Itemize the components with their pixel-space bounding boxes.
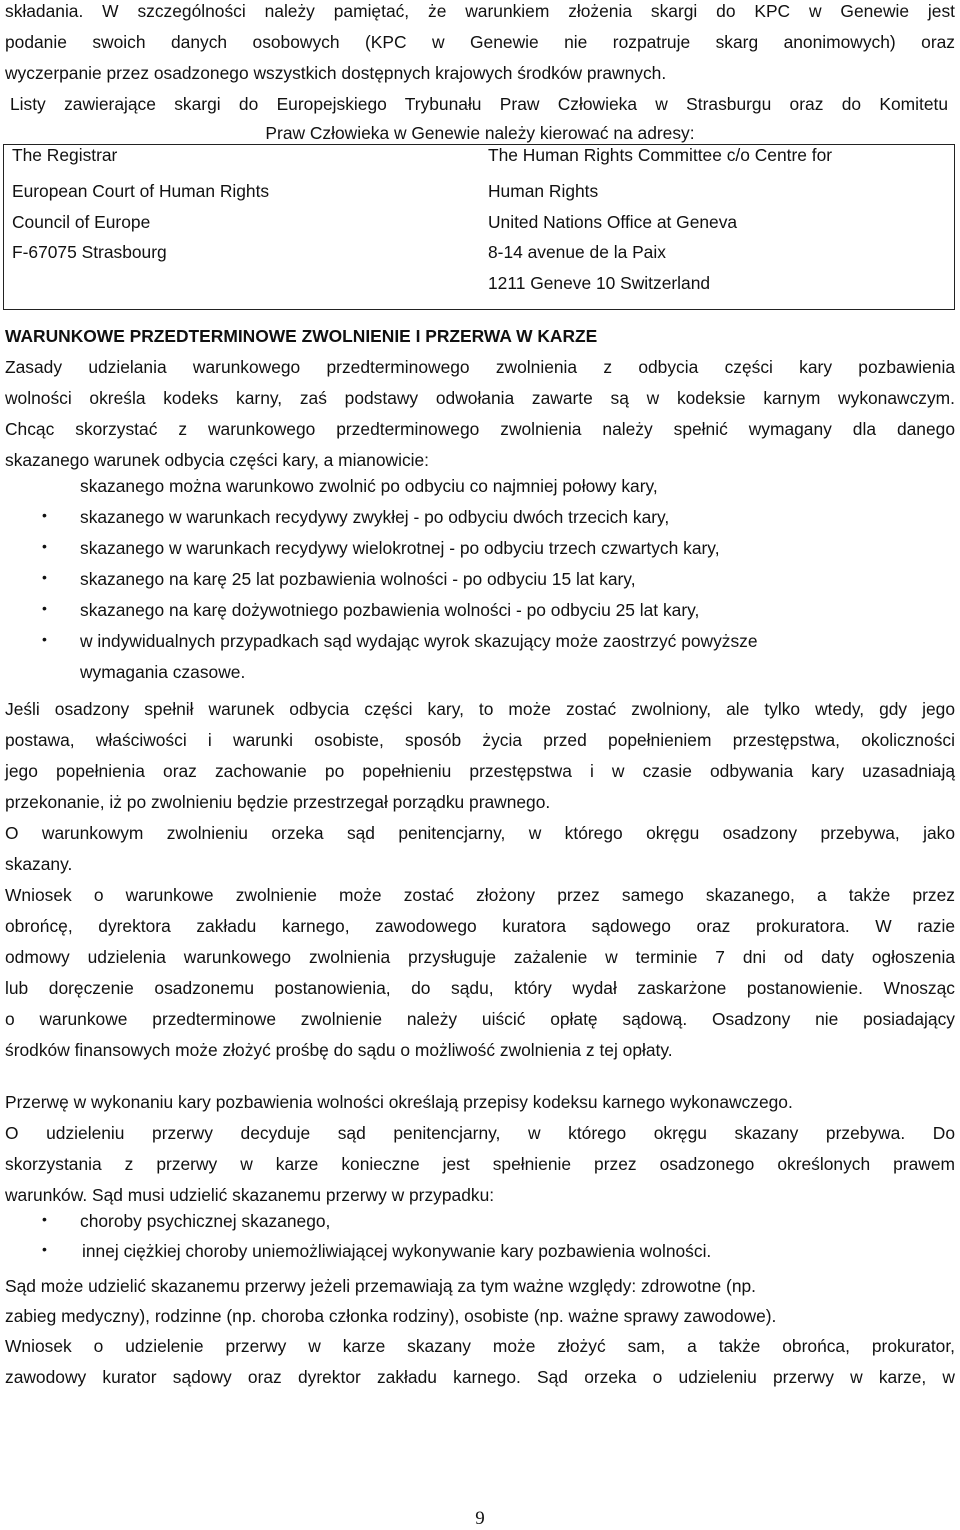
paragraph-line: środków finansowych może złożyć prośbę do sądu o możliwość zwolnienia z tej opłaty. [5, 1040, 673, 1060]
paragraph-line: O warunkowym zwolnieniu orzeka sąd penitencjarny, w którego okręgu osadzony przebywa, jako [5, 823, 955, 843]
paragraph-line: wolności określa kodeks karny, zaś podstawy odwołania zawarte są w kodeksie karnym wykonawczym. [5, 388, 955, 408]
page-number: 9 [475, 1508, 485, 1529]
paragraph-line: postawa, właściwości i warunki osobiste, sposób życia przed popełnieniem przestępstwa, okoliczności [5, 730, 955, 750]
paragraph-line: skazany. [5, 854, 73, 874]
intro-line: Listy zawierające skargi do Europejskiego Trybunału Praw Człowieka w Strasburgu oraz do Komitetu [10, 94, 948, 114]
address-line: The Human Rights Committee c/o Centre for [488, 145, 833, 165]
address-line: European Court of Human Rights [12, 181, 270, 201]
address-line: United Nations Office at Geneva [488, 212, 738, 232]
paragraph-line: Wniosek o udzielenie przerwy w karze skazany może złożyć sam, a także obrońca, prokurator, [5, 1336, 955, 1356]
list-item: skazanego w warunkach recydywy zwykłej - po odbyciu dwóch trzecich kary, [80, 507, 670, 527]
bullet-icon: • [42, 631, 47, 647]
list-item: skazanego na karę dożywotniego pozbawienia wolności - po odbyciu 25 lat kary, [80, 600, 700, 620]
paragraph-line: zabieg medyczny), rodzinne (np. choroba członka rodziny), osobiste (np. ważne sprawy zawodowe). [5, 1306, 777, 1326]
bullet-icon: • [42, 1241, 47, 1257]
list-item: innej ciężkiej choroby uniemożliwiającej wykonywanie kary pozbawienia wolności. [82, 1241, 712, 1261]
list-item: choroby psychicznej skazanego, [80, 1211, 331, 1231]
paragraph-line: Sąd może udzielić skazanemu przerwy jeżeli przemawiają za tym ważne względy: zdrowotne (np. [5, 1276, 757, 1296]
paragraph-line: Zasady udzielania warunkowego przedterminowego zwolnienia z odbycia części kary pozbawienia [5, 357, 955, 377]
paragraph-line: o warunkowe przedterminowe zwolnienie należy uiścić opłatę sądową. Osadzony nie posiadający [5, 1009, 955, 1029]
paragraph-line: Chcąc skorzystać z warunkowego przedterminowego zwolnienia należy spełnić wymagany dla danego [5, 419, 955, 439]
paragraph-line: Przerwę w wykonaniu kary pozbawienia wolności określają przepisy kodeksu karnego wykonawczego. [5, 1092, 793, 1112]
list-item: wymagania czasowe. [80, 662, 246, 682]
intro-line: wyczerpanie przez osadzonego wszystkich dostępnych krajowych środków prawnych. [5, 63, 667, 83]
bullet-icon: • [42, 600, 47, 616]
paragraph-line: Jeśli osadzony spełnił warunek odbycia części kary, to może zostać zwolniony, ale tylko wtedy, gdy jego [5, 699, 955, 719]
paragraph-line: warunków. Sąd musi udzielić skazanemu przerwy w przypadku: [5, 1185, 495, 1205]
section-heading: WARUNKOWE PRZEDTERMINOWE ZWOLNIENIE I PRZERWA W KARZE [5, 326, 598, 346]
intro-line: składania. W szczególności należy pamiętać, że warunkiem złożenia skargi do KPC w Genewie jest [5, 1, 955, 21]
paragraph-line: przekonanie, iż po zwolnieniu będzie przestrzegał porządku prawnego. [5, 792, 551, 812]
bullet-icon: • [42, 1211, 47, 1227]
address-line: Human Rights [488, 181, 599, 201]
list-item: skazanego można warunkowo zwolnić po odbyciu co najmniej połowy kary, [80, 476, 658, 496]
list-item: skazanego w warunkach recydywy wielokrotnej - po odbyciu trzech czwartych kary, [80, 538, 720, 558]
address-line: Council of Europe [12, 212, 151, 232]
paragraph-line: skorzystania z przerwy w karze konieczne jest spełnienie przez osadzonego określonych prawem [5, 1154, 955, 1174]
intro-line: Praw Człowieka w Genewie należy kierować na adresy: [265, 123, 695, 143]
paragraph-line: skazanego warunek odbycia części kary, a mianowicie: [5, 450, 430, 470]
address-line: The Registrar [12, 145, 118, 165]
address-line: 8-14 avenue de la Paix [488, 242, 666, 262]
intro-line: podanie swoich danych osobowych (KPC w Genewie nie rozpatruje skarg anonimowych) oraz [5, 32, 955, 52]
paragraph-line: zawodowy kurator sądowy oraz dyrektor zakładu karnego. Sąd orzeka o udzieleniu przerwy w karze, w [5, 1367, 955, 1387]
paragraph-line: lub doręczenie osadzonemu postanowienia, do sądu, który wydał zaskarżone postanowienie. Wnosząc [5, 978, 955, 998]
paragraph-line: odmowy udzielenia warunkowego zwolnienia przysługuje zażalenie w terminie 7 dni od daty ogłoszenia [5, 947, 955, 967]
paragraph-line: Wniosek o warunkowe zwolnienie może zostać złożony przez samego skazanego, a także przez [5, 885, 955, 905]
address-line: 1211 Geneve 10 Switzerland [488, 273, 711, 293]
address-box [3, 144, 955, 310]
bullet-icon: • [42, 538, 47, 554]
bullet-icon: • [42, 569, 47, 585]
bullet-icon: • [42, 507, 47, 523]
paragraph-line: O udzieleniu przerwy decyduje sąd penitencjarny, w którego okręgu skazany przebywa. Do [5, 1123, 955, 1143]
paragraph-line: jego popełnienia oraz zachowanie po popełnieniu przestępstwa i w czasie odbywania kary uzasadniają [5, 761, 955, 781]
paragraph-line: obrońcę, dyrektora zakładu karnego, zawodowego kuratora sądowego oraz prokuratora. W razie [5, 916, 955, 936]
address-line: F-67075 Strasbourg [12, 242, 167, 262]
list-item: skazanego na karę 25 lat pozbawienia wolności - po odbyciu 15 lat kary, [80, 569, 636, 589]
list-item: w indywidualnych przypadkach sąd wydając wyrok skazujący może zaostrzyć powyższe [80, 631, 758, 651]
